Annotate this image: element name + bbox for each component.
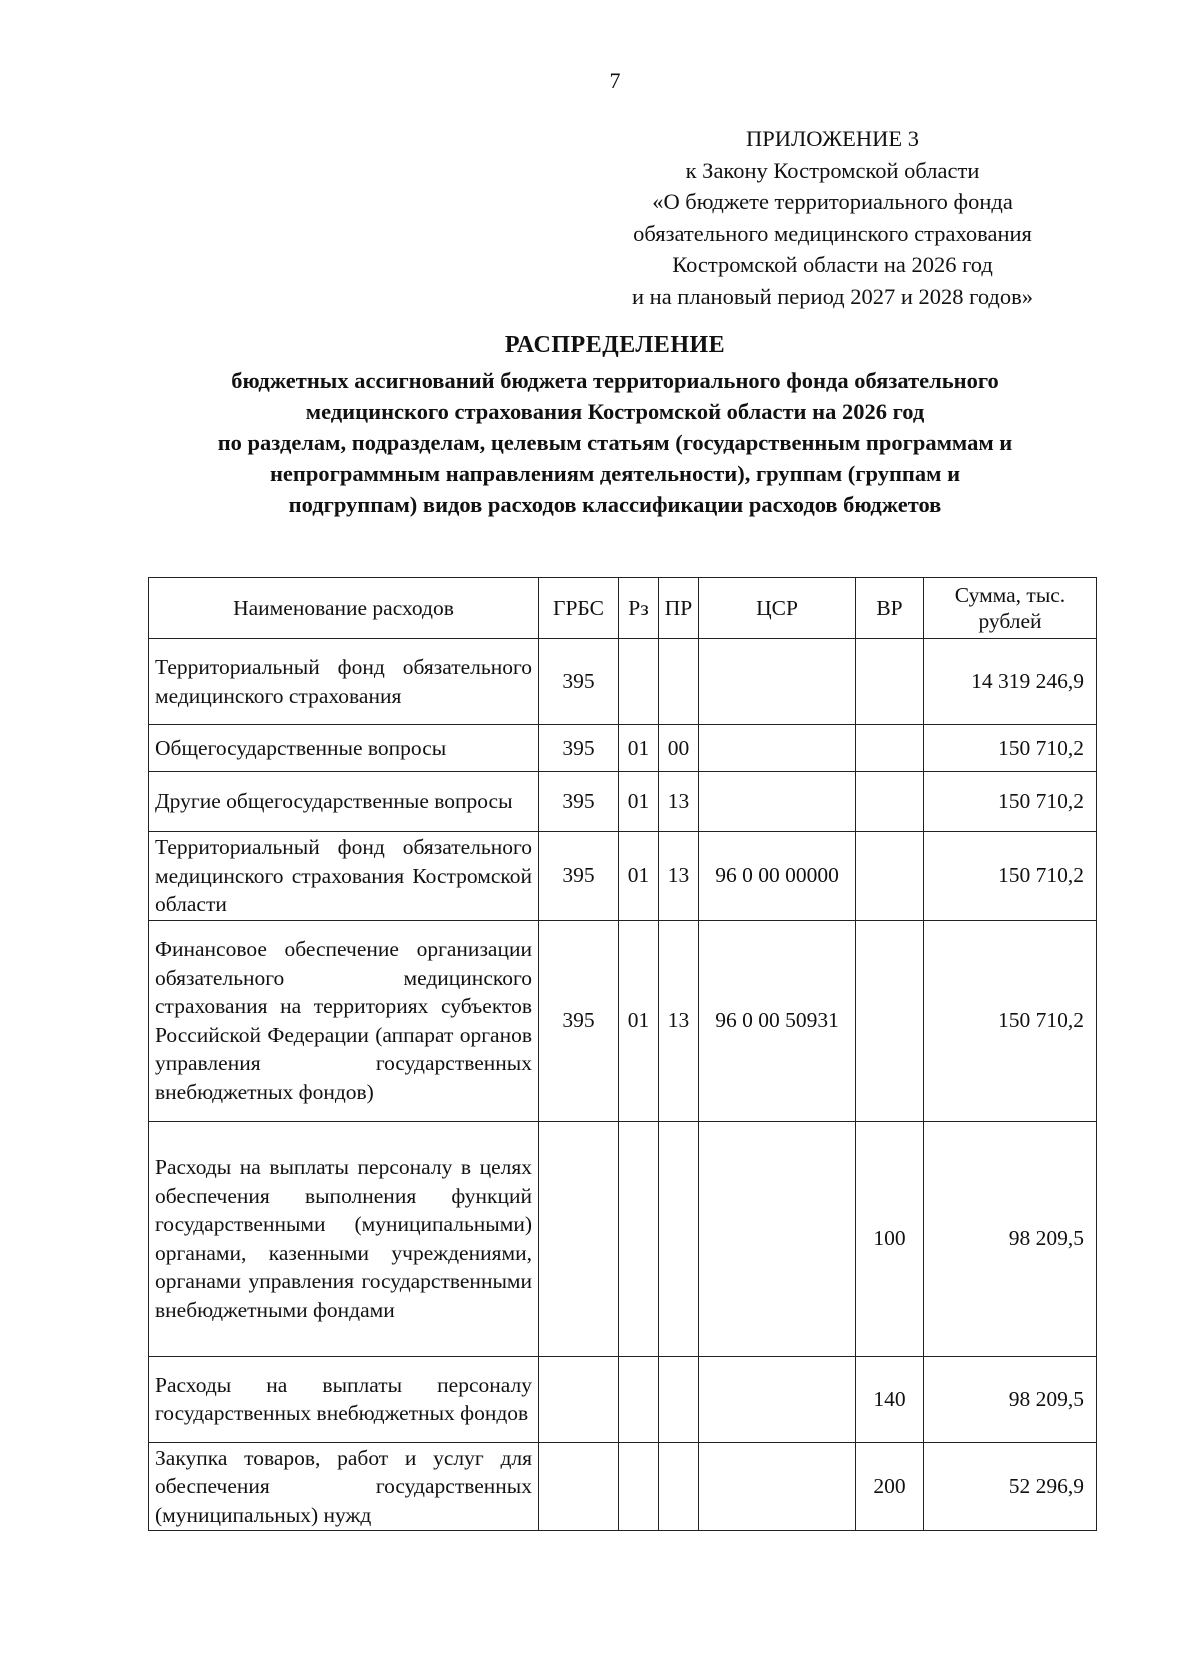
column-header-pr: ПР — [659, 578, 699, 639]
subtitle-line: медицинского страхования Костромской области на 2026 год — [305, 399, 925, 424]
column-header-name: Наименование расходов — [149, 578, 539, 639]
cell-csr: 96 0 00 00000 — [699, 832, 856, 921]
table-row — [149, 1442, 1097, 1531]
cell-vr — [856, 725, 924, 772]
cell-rz — [619, 1442, 659, 1531]
document-title: РАСПРЕДЕЛЕНИЕ — [504, 332, 726, 358]
cell-vr: 140 — [856, 1356, 924, 1442]
appendix-line: ПРИЛОЖЕНИЕ 3 — [746, 126, 919, 151]
page-number: 7 — [609, 68, 621, 93]
subtitle-line: подгруппам) видов расходов классификации расходов бюджетов — [288, 492, 942, 517]
cell-vr: 100 — [856, 1121, 924, 1356]
cell-grbs — [539, 1356, 619, 1442]
cell-grbs: 395 — [539, 832, 619, 921]
column-header-rz: Рз — [619, 578, 659, 639]
cell-pr — [659, 1442, 699, 1531]
cell-vr — [856, 832, 924, 921]
cell-rz — [619, 1121, 659, 1356]
cell-rz — [619, 639, 659, 725]
cell-sum: 150 710,2 — [924, 920, 1097, 1121]
subtitle-line: непрограммным направлениям деятельности), группам (группам и — [269, 461, 961, 486]
cell-pr: 13 — [659, 832, 699, 921]
cell-name: Расходы на выплаты персоналу государственных внебюджетных фондов — [149, 1356, 539, 1442]
cell-sum: 14 319 246,9 — [924, 639, 1097, 725]
cell-rz — [619, 1356, 659, 1442]
table-row — [149, 639, 1097, 725]
cell-sum: 150 710,2 — [924, 772, 1097, 832]
cell-sum: 98 209,5 — [924, 1356, 1097, 1442]
cell-sum: 150 710,2 — [924, 832, 1097, 921]
cell-grbs — [539, 1442, 619, 1531]
cell-name: Финансовое обеспечение организации обязательного медицинского страхования на территориях субъектов Российской Федерации (аппарат органов управления государственных внебюджетных фондов) — [149, 920, 539, 1121]
cell-pr — [659, 1121, 699, 1356]
table-header-row — [149, 578, 1097, 639]
cell-name: Территориальный фонд обязательного медицинского страхования — [149, 639, 539, 725]
cell-name: Общегосударственные вопросы — [149, 725, 539, 772]
cell-csr — [699, 772, 856, 832]
cell-vr — [856, 772, 924, 832]
cell-vr: 200 — [856, 1442, 924, 1531]
appendix-block — [560, 123, 1105, 312]
cell-grbs: 395 — [539, 639, 619, 725]
cell-name: Территориальный фонд обязательного медицинского страхования Костромской области — [149, 832, 539, 921]
cell-grbs: 395 — [539, 920, 619, 1121]
cell-csr — [699, 1442, 856, 1531]
table-row — [149, 772, 1097, 832]
table-row — [149, 1356, 1097, 1442]
cell-sum: 150 710,2 — [924, 725, 1097, 772]
cell-pr — [659, 639, 699, 725]
appendix-line: обязательного медицинского страхования — [633, 220, 1032, 246]
cell-csr — [699, 725, 856, 772]
cell-rz: 01 — [619, 772, 659, 832]
column-header-grbs: ГРБС — [539, 578, 619, 639]
cell-name: Расходы на выплаты персоналу в целях обеспечения выполнения функций государственными (муниципальными) органами, казенными учреждениями, органами управления государственными внебюджетными фондами — [149, 1121, 539, 1356]
cell-vr — [856, 920, 924, 1121]
table-row — [149, 832, 1097, 921]
appendix-line: к Закону Костромской области — [685, 157, 980, 183]
cell-rz: 01 — [619, 725, 659, 772]
cell-rz: 01 — [619, 832, 659, 921]
cell-sum: 98 209,5 — [924, 1121, 1097, 1356]
cell-csr — [699, 1121, 856, 1356]
table-row — [149, 725, 1097, 772]
cell-grbs: 395 — [539, 725, 619, 772]
cell-pr — [659, 1356, 699, 1442]
appendix-line: Костромской области на 2026 год — [672, 252, 993, 277]
subtitle-line: по разделам, подразделам, целевым статьям (государственным программам и — [217, 430, 1013, 455]
cell-pr: 13 — [659, 772, 699, 832]
cell-grbs — [539, 1121, 619, 1356]
table-row — [149, 920, 1097, 1121]
cell-vr — [856, 639, 924, 725]
column-header-vr: ВР — [856, 578, 924, 639]
cell-pr: 13 — [659, 920, 699, 1121]
cell-grbs: 395 — [539, 772, 619, 832]
cell-rz: 01 — [619, 920, 659, 1121]
document-title-block — [110, 330, 1120, 520]
appendix-line: и на плановый период 2027 и 2028 годов» — [631, 283, 1034, 309]
cell-sum: 52 296,9 — [924, 1442, 1097, 1531]
cell-csr: 96 0 00 50931 — [699, 920, 856, 1121]
cell-csr — [699, 639, 856, 725]
cell-pr: 00 — [659, 725, 699, 772]
table-row — [149, 1121, 1097, 1356]
column-header-csr: ЦСР — [699, 578, 856, 639]
budget-table — [148, 577, 1097, 1531]
cell-name: Другие общегосударственные вопросы — [149, 772, 539, 832]
subtitle-line: бюджетных ассигнований бюджета территориального фонда обязательного — [231, 368, 999, 393]
cell-csr — [699, 1356, 856, 1442]
column-header-sum: Сумма, тыс. рублей — [924, 578, 1097, 639]
cell-name: Закупка товаров, работ и услуг для обеспечения государственных (муниципальных) нужд — [149, 1442, 539, 1531]
appendix-line: «О бюджете территориального фонда — [652, 189, 1013, 214]
